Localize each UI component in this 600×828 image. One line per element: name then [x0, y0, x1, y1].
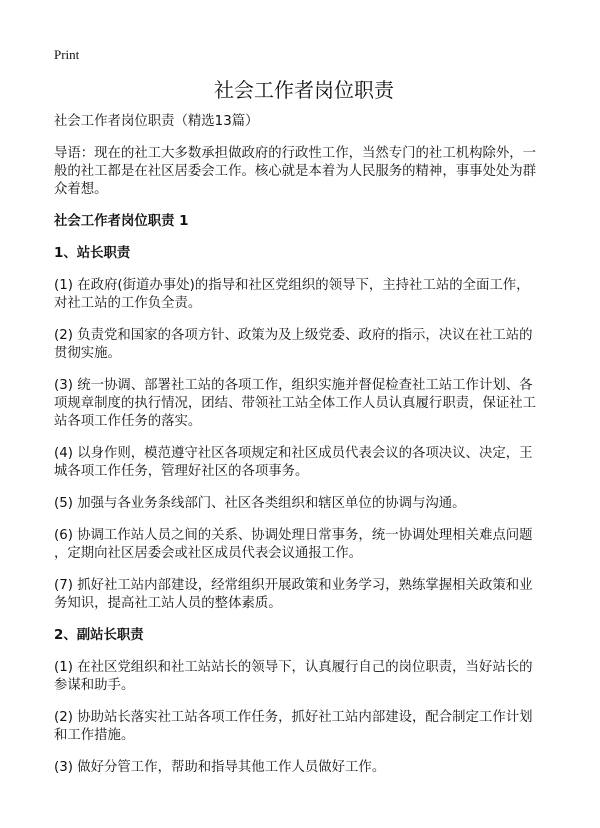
text-line: 贯彻实施。	[54, 346, 121, 362]
text-line: 众着想。	[54, 182, 108, 198]
text-line: (5) 加强与各业务条线部门、社区各类组织和辖区单位的协调与沟通。	[54, 496, 466, 512]
text-line: (1) 在政府(街道办事处)的指导和社区党组织的领导下，主持社工站的全面工作，	[54, 278, 530, 294]
part2-items	[54, 659, 554, 777]
duty-item	[54, 495, 554, 513]
text-line: 般的社工都是在社区居委会工作。核心就是本着为人民服务的精神，事事处处为群	[54, 164, 537, 180]
intro-paragraph	[54, 145, 554, 199]
document	[54, 46, 554, 791]
duty-item	[54, 445, 554, 481]
page-title: 社会工作者岗位职责	[214, 78, 394, 103]
text-line: 对社工站的工作负全责。	[54, 296, 202, 312]
subtitle: 社会工作者岗位职责（精选13篇）	[54, 114, 259, 130]
duty-item	[54, 277, 554, 313]
text-line: (7) 抓好社工站内部建设，经常组织开展政策和业务学习，熟练掌握相关政策和业	[54, 578, 533, 594]
text-line: (3) 做好分管工作，帮助和指导其他工作人员做好工作。	[54, 760, 386, 776]
text-line: 城各项工作任务，管理好社区的各项事务。	[54, 464, 309, 480]
text-line: 务知识，提高社工站人员的整体素质。	[54, 596, 282, 612]
part1-items	[54, 277, 554, 613]
part2-heading: 2、副站长职责	[54, 628, 144, 644]
text-line: (6) 协调工作站人员之间的关系、协调处理日常事务，统一协调处理相关难点问题	[54, 528, 533, 544]
text-line: 站各项工作任务的落实。	[54, 414, 202, 430]
text-line: (4) 以身作则，模范遵守社区各项规定和社区成员代表会议的各项决议、决定，王	[54, 446, 533, 462]
duty-item	[54, 327, 554, 363]
print-label: Print	[54, 47, 80, 62]
duty-item	[54, 377, 554, 431]
duty-item	[54, 709, 554, 745]
section-heading: 社会工作者岗位职责 1	[54, 214, 189, 230]
duty-item	[54, 759, 554, 777]
text-line: 和工作措施。	[54, 728, 135, 744]
text-line: 参谋和助手。	[54, 678, 135, 694]
part1-heading: 1、站长职责	[54, 246, 131, 262]
text-line: 项规章制度的执行情况，团结、带领社工站全体工作人员认真履行职责，保证社工	[54, 396, 537, 412]
text-line: (3) 统一协调、部署社工站的各项工作，组织实施并督促检查社工站工作计划、各	[54, 378, 533, 394]
text-line: (1) 在社区党组织和社工站站长的领导下，认真履行自己的岗位职责，当好站长的	[54, 660, 533, 676]
text-line: 导语：现在的社工大多数承担做政府的行政性工作，当然专门的社工机构除外，一	[54, 146, 537, 162]
text-line: (2) 协助站长落实社工站各项工作任务，抓好社工站内部建设，配合制定工作计划	[54, 710, 533, 726]
duty-item	[54, 659, 554, 695]
duty-item	[54, 577, 554, 613]
text-line: (2) 负责党和国家的各项方针、政策为及上级党委、政府的指示，决议在社工站的	[54, 328, 533, 344]
text-line: ，定期向社区居委会或社区成员代表会议通报工作。	[54, 546, 362, 562]
duty-item	[54, 527, 554, 563]
